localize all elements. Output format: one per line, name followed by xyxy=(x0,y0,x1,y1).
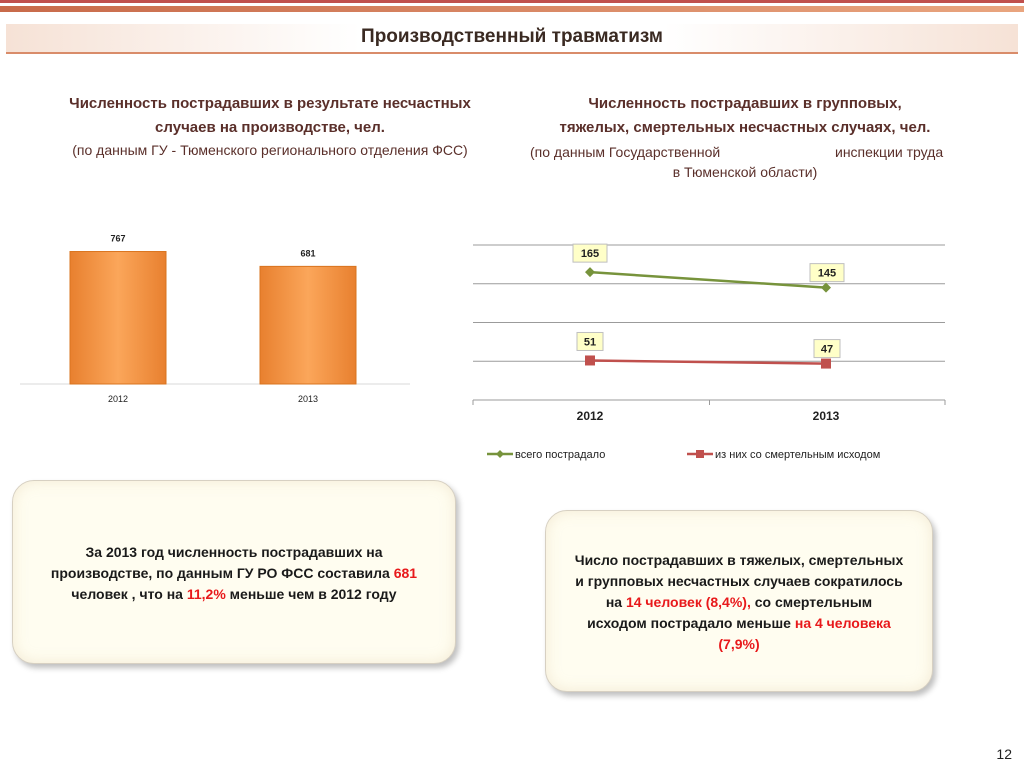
left-summary-percent: 11,2% xyxy=(186,586,226,602)
right-summary-decrease: 14 человек (8,4%), xyxy=(625,594,751,610)
left-summary-value-681: 681 xyxy=(393,565,418,581)
right-summary-fatal-percent: (7,9%) xyxy=(718,636,760,652)
right-header-line1: Численность пострадавших в групповых, xyxy=(588,95,902,112)
legend-label-0: всего пострадало xyxy=(515,449,606,461)
data-label-1-2012: 51 xyxy=(583,336,597,349)
bar-label-2012: 767 xyxy=(110,233,126,244)
left-chart-header xyxy=(20,92,520,140)
right-summary-box xyxy=(545,510,933,692)
top-accent-band xyxy=(0,6,1024,12)
x-tick-2013: 2013 xyxy=(812,409,840,423)
point-1-2013 xyxy=(821,359,831,369)
left-summary-line1: За 2013 год численность пострадавших на xyxy=(85,544,383,560)
data-label-0-2012: 165 xyxy=(580,248,600,261)
x-tick-2013: 2013 xyxy=(297,394,319,404)
point-0-2012 xyxy=(585,267,595,277)
legend-marker-1 xyxy=(696,450,704,458)
right-chart-header xyxy=(505,92,985,140)
bar-chart xyxy=(20,233,420,420)
right-summary-text xyxy=(546,550,932,655)
right-summary-line3a: на xyxy=(605,594,626,610)
page-number: 12 xyxy=(996,746,1012,762)
bar-label-2013: 681 xyxy=(300,248,316,259)
right-header-source-c: в Тюменской области) xyxy=(672,164,818,180)
left-header-line1: Численность пострадавших в результате несчастных xyxy=(69,95,471,112)
data-label-1-2013: 47 xyxy=(820,343,834,356)
right-header-source-a: (по данным Государственной xyxy=(530,144,721,160)
left-header-line2: случаев на производстве, чел. xyxy=(155,119,385,136)
series-line-0 xyxy=(590,272,826,288)
line-chart xyxy=(465,235,955,475)
right-header-line2: тяжелых, смертельных несчастных случаях, чел. xyxy=(559,119,931,136)
right-summary-line2: и групповых несчастных случаев сократилось xyxy=(575,573,903,589)
right-header-source-b: инспекции труда xyxy=(835,144,944,160)
left-summary-line3a: человек , что на xyxy=(71,586,187,602)
bar-2013 xyxy=(260,266,356,384)
legend-label-1: из них со смертельным исходом xyxy=(715,449,881,461)
point-1-2012 xyxy=(585,355,595,365)
right-summary-line1: Число пострадавших в тяжелых, смертельных xyxy=(574,552,904,568)
right-summary-fatal-decrease: на 4 человека xyxy=(794,615,891,631)
x-tick-2012: 2012 xyxy=(107,394,129,404)
left-header-source: (по данным ГУ - Тюменского регионального отделения ФСС) xyxy=(72,142,468,158)
x-tick-2012: 2012 xyxy=(576,409,604,423)
page-title: Производственный травматизм xyxy=(361,26,663,47)
left-summary-line2: производстве, по данным ГУ РО ФСС составила xyxy=(50,565,394,581)
right-summary-line4a: исходом пострадало меньше xyxy=(587,615,795,631)
bar-2012 xyxy=(70,252,166,384)
right-summary-line3b: со смертельным xyxy=(750,594,873,610)
data-label-0-2013: 145 xyxy=(817,267,837,280)
left-summary-text xyxy=(13,542,455,605)
legend-marker-0 xyxy=(496,450,504,458)
top-accent-line xyxy=(0,0,1024,3)
left-summary-line3b: меньше чем в 2012 году xyxy=(225,586,397,602)
left-summary-box xyxy=(12,480,456,664)
